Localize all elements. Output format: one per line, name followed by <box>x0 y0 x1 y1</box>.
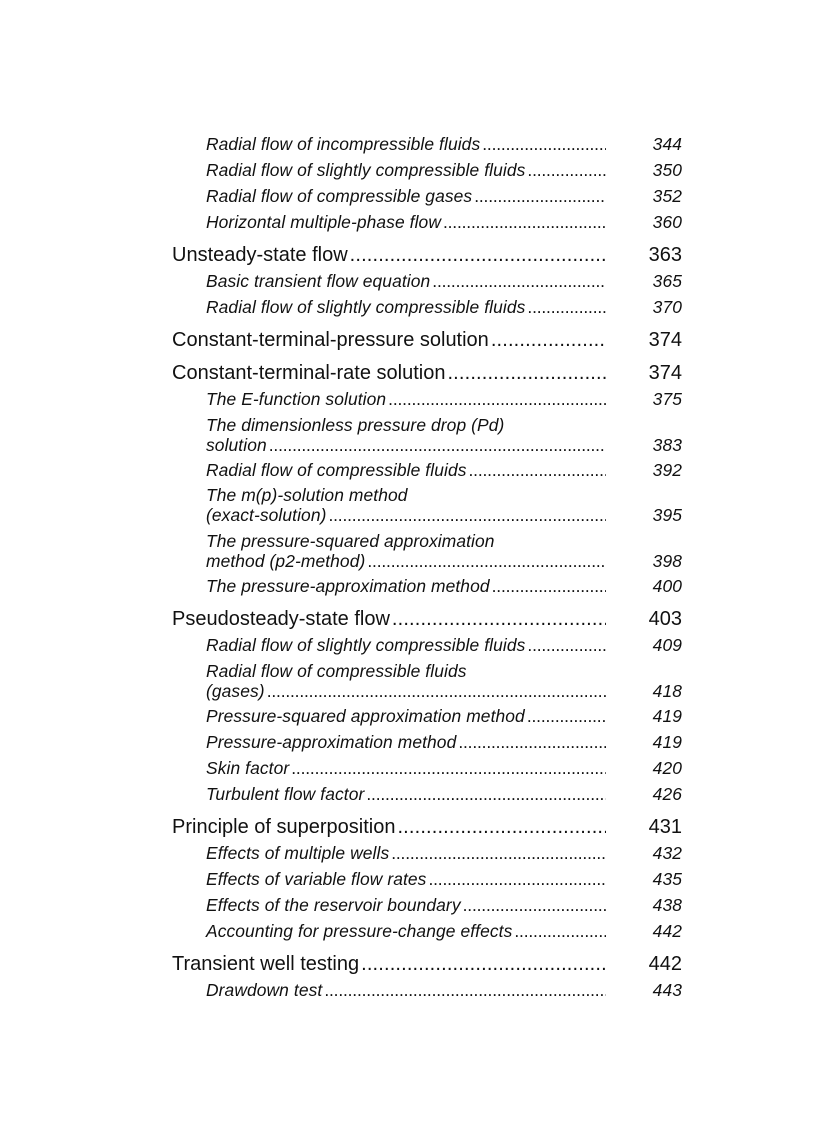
toc-entry-page: 350 <box>652 160 682 180</box>
toc-entry-page: 395 <box>652 505 682 525</box>
toc-entry-title: Accounting for pressure-change effects <box>206 921 513 941</box>
toc-entry-page: 419 <box>652 732 682 752</box>
toc-entry-page: 363 <box>648 244 682 266</box>
toc-entry <box>206 212 682 232</box>
toc-entry <box>206 635 682 655</box>
toc-entry-page: 375 <box>652 389 682 409</box>
toc-entry-title: The E-function solution <box>206 389 387 409</box>
toc-entry <box>206 706 682 726</box>
dot-leader <box>269 435 606 455</box>
dot-leader <box>492 576 606 596</box>
toc-chapter-entry <box>172 816 682 838</box>
dot-leader <box>469 460 606 480</box>
toc-entry-title: Turbulent flow factor <box>206 784 365 804</box>
toc-entry <box>206 460 682 480</box>
toc-entry-title-line1: The m(p)-solution method <box>206 485 408 505</box>
toc-entry-page: 374 <box>648 329 682 351</box>
toc-entry <box>206 271 682 291</box>
toc-entry <box>206 160 682 180</box>
dot-leader <box>367 551 606 571</box>
toc-entry-title: The pressure-approximation method <box>206 576 490 596</box>
toc-entry-title: Radial flow of compressible fluids <box>206 460 467 480</box>
toc-entry-page: 403 <box>648 608 682 630</box>
toc-entry <box>206 576 682 596</box>
dot-leader <box>447 362 606 384</box>
toc-entry-page: 370 <box>652 297 682 317</box>
toc-chapter-entry <box>172 244 682 266</box>
toc-entry <box>206 661 682 701</box>
toc-entry-page: 400 <box>652 576 682 596</box>
toc-entry-title: Radial flow of slightly compressible fluids <box>206 160 526 180</box>
toc-entry-page: 344 <box>652 134 682 154</box>
toc-chapter-entry <box>172 362 682 384</box>
dot-leader <box>463 895 606 915</box>
toc-chapter-entry <box>172 953 682 975</box>
toc-entry-title: Pressure-squared approximation method <box>206 706 525 726</box>
toc-entry-title: Horizontal multiple-phase flow <box>206 212 441 232</box>
toc-entry-page: 418 <box>652 681 682 701</box>
toc-entry-page: 365 <box>652 271 682 291</box>
toc-entry-title: (gases) <box>206 681 265 701</box>
toc-entry <box>206 134 682 154</box>
toc-entry <box>206 758 682 778</box>
toc-entry-title: Constant-terminal-rate solution <box>172 362 446 384</box>
toc-entry-title: Drawdown test <box>206 980 323 1000</box>
toc-entry-title: Basic transient flow equation <box>206 271 431 291</box>
toc-entry-page: 443 <box>652 980 682 1000</box>
dot-leader <box>397 816 606 838</box>
dot-leader <box>527 635 606 655</box>
toc-entry-page: 442 <box>648 953 682 975</box>
toc-entry-page: 392 <box>652 460 682 480</box>
dot-leader <box>428 869 606 889</box>
toc-entry-page: 419 <box>652 706 682 726</box>
toc-entry <box>206 895 682 915</box>
toc-entry-title-line1: Radial flow of compressible fluids <box>206 661 467 681</box>
dot-leader <box>491 329 606 351</box>
toc-entry <box>206 186 682 206</box>
dot-leader <box>366 784 606 804</box>
toc-entry-title: Effects of multiple wells <box>206 843 390 863</box>
dot-leader <box>328 505 606 525</box>
toc-entry-page: 374 <box>648 362 682 384</box>
toc-entry-title: Radial flow of incompressible fluids <box>206 134 481 154</box>
toc-entry-page: 352 <box>652 186 682 206</box>
toc-entry-title: Principle of superposition <box>172 816 396 838</box>
toc-entry <box>206 869 682 889</box>
toc-entry-page: 383 <box>652 435 682 455</box>
toc-entry-title: Transient well testing <box>172 953 360 975</box>
toc-chapter-entry <box>172 329 682 351</box>
dot-leader <box>267 681 606 701</box>
dot-leader <box>443 212 606 232</box>
toc-entry-title: Unsteady-state flow <box>172 244 348 266</box>
toc-entry <box>206 415 682 455</box>
dot-leader <box>388 389 606 409</box>
toc-entry-title: Radial flow of slightly compressible fluids <box>206 297 526 317</box>
dot-leader <box>324 980 606 1000</box>
dot-leader <box>391 843 606 863</box>
toc-chapter-entry <box>172 608 682 630</box>
dot-leader <box>432 271 606 291</box>
toc-entry-title: Effects of the reservoir boundary <box>206 895 461 915</box>
dot-leader <box>458 732 606 752</box>
dot-leader <box>527 297 606 317</box>
toc-entry-page: 431 <box>648 816 682 838</box>
dot-leader <box>527 706 606 726</box>
toc-entry-title: Constant-terminal-pressure solution <box>172 329 489 351</box>
toc-entry <box>206 732 682 752</box>
toc-entry-page: 438 <box>652 895 682 915</box>
dot-leader <box>527 160 606 180</box>
toc-entry-title: method (p2-method) <box>206 551 366 571</box>
toc-entry-title: (exact-solution) <box>206 505 327 525</box>
dot-leader <box>482 134 606 154</box>
toc-entry-title: Skin factor <box>206 758 290 778</box>
toc-entry <box>206 784 682 804</box>
toc-entry-page: 442 <box>652 921 682 941</box>
toc-entry <box>206 297 682 317</box>
dot-leader <box>361 953 606 975</box>
dot-leader <box>514 921 606 941</box>
dot-leader <box>291 758 606 778</box>
toc-entry-title: Pseudosteady-state flow <box>172 608 390 630</box>
toc-entry-page: 409 <box>652 635 682 655</box>
toc-entry-title-line1: The pressure-squared approximation <box>206 531 495 551</box>
toc-entry-title: Radial flow of compressible gases <box>206 186 473 206</box>
toc-entry-page: 426 <box>652 784 682 804</box>
dot-leader <box>474 186 606 206</box>
toc-entry <box>206 485 682 525</box>
toc-entry-title: solution <box>206 435 267 455</box>
dot-leader <box>350 244 606 266</box>
toc-entry-page: 432 <box>652 843 682 863</box>
toc-entry-title: Radial flow of slightly compressible fluids <box>206 635 526 655</box>
toc-entry-title-line1: The dimensionless pressure drop (Pd) <box>206 415 505 435</box>
toc-entry-title: Pressure-approximation method <box>206 732 457 752</box>
toc-entry <box>206 531 682 571</box>
toc-entry <box>206 389 682 409</box>
toc-entry-page: 360 <box>652 212 682 232</box>
toc-entry-title: Effects of variable flow rates <box>206 869 427 889</box>
toc-entry-page: 398 <box>652 551 682 571</box>
toc-entry-page: 420 <box>652 758 682 778</box>
toc-entry <box>206 980 682 1000</box>
toc-entry-page: 435 <box>652 869 682 889</box>
toc-entry <box>206 921 682 941</box>
dot-leader <box>392 608 606 630</box>
toc-entry <box>206 843 682 863</box>
